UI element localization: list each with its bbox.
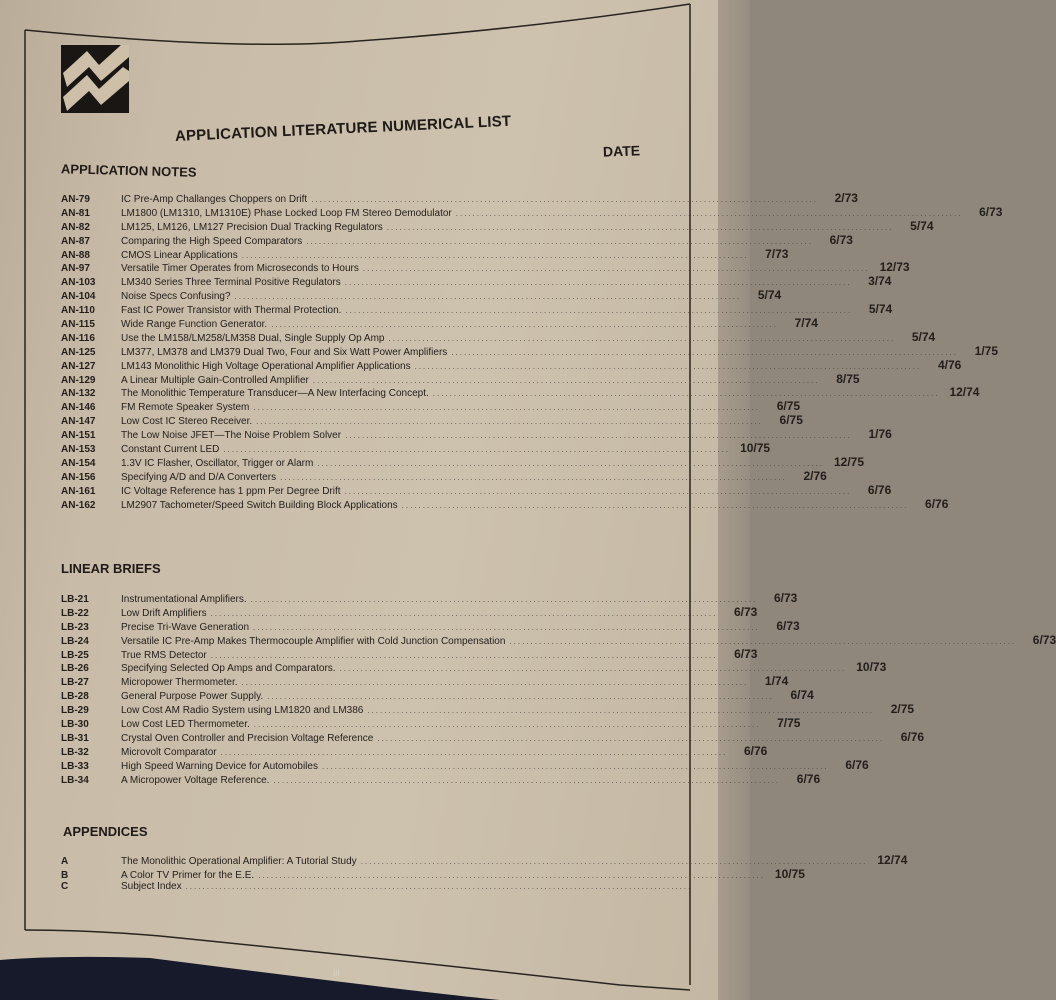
leader-dots: ........................................................................................................................ [344, 278, 852, 288]
list-item [61, 880, 693, 895]
item-title: The Monolithic Temperature Transducer—A New Interfacing Concept. [121, 388, 429, 400]
item-date: 6/73 [733, 604, 758, 619]
item-date: 10/73 [856, 660, 887, 675]
section-heading-linear-briefs: LINEAR BRIEFS [61, 561, 161, 576]
item-title: Micropower Thermometer. [121, 677, 238, 689]
item-date: 5/74 [757, 288, 782, 303]
leader-dots: ........................................................................................................................ [223, 445, 731, 455]
list-item [61, 191, 858, 205]
leader-dots: ........................................................................................................................ [321, 761, 829, 771]
item-date: 7/75 [777, 716, 801, 731]
item-date: 12/73 [879, 260, 910, 275]
item-id: AN-127 [61, 360, 96, 372]
item-title: IC Pre-Amp Challanges Choppers on Drift [121, 194, 308, 205]
leader-dots: ........................................................................................................................ [317, 458, 825, 468]
leader-dots: ........................................................................................................................ [362, 264, 870, 274]
linear-briefs-list [61, 591, 1056, 786]
item-title: The Monolithic Operational Amplifier: A Tutorial Study [121, 856, 357, 867]
item-date: 12/75 [833, 454, 865, 469]
leader-dots: ........................................................................................................................ [185, 881, 693, 891]
list-item [61, 454, 865, 469]
leader-dots: ........................................................................................................................ [273, 775, 781, 785]
item-title: General Purpose Power Supply. [121, 691, 264, 703]
item-id: AN-156 [61, 471, 96, 483]
item-date: 6/76 [867, 482, 892, 497]
item-id: AN-82 [61, 221, 90, 233]
item-title: LM340 Series Three Terminal Positive Regulators [121, 277, 341, 289]
list-item [61, 274, 892, 289]
item-id: LB-27 [61, 677, 89, 689]
item-id: B [61, 869, 69, 881]
item-date: 2/75 [890, 702, 915, 717]
item-title: Comparing the High Speed Comparators [121, 235, 303, 247]
leader-dots: ........................................................................................................................ [388, 333, 896, 343]
application-notes-list [61, 191, 1003, 511]
item-date: 10/75 [774, 866, 805, 881]
item-date: 1/76 [868, 427, 892, 442]
leader-dots: ........................................................................................................................ [386, 222, 894, 232]
leader-dots: ........................................................................................................................ [234, 292, 742, 302]
item-id: LB-23 [61, 621, 89, 633]
item-id: AN-146 [61, 402, 96, 414]
leader-dots: ........................................................................................................................ [377, 733, 885, 743]
item-id: AN-97 [61, 263, 90, 275]
page-number: iii [333, 968, 340, 979]
item-date: 6/75 [779, 413, 803, 428]
date-column-header: DATE [602, 142, 641, 160]
item-title: Specifying A/D and D/A Converters [121, 471, 277, 483]
list-item [61, 702, 915, 717]
item-date: 5/74 [910, 218, 934, 233]
leader-dots: ........................................................................................................................ [267, 692, 774, 702]
item-id: LB-34 [61, 774, 89, 786]
item-id: LB-25 [61, 649, 89, 661]
item-id: C [61, 880, 69, 892]
item-date: 2/73 [834, 191, 858, 205]
item-title: CMOS Linear Applications [121, 249, 238, 261]
leader-dots: ........................................................................................................................ [253, 622, 760, 632]
leader-dots: ........................................................................................................................ [414, 361, 922, 371]
leader-dots: ........................................................................................................................ [509, 636, 1017, 646]
list-item [61, 399, 801, 414]
leader-dots: ........................................................................................................................ [451, 347, 958, 357]
leader-dots: ........................................................................................................................ [312, 375, 820, 385]
item-id: AN-81 [61, 207, 90, 219]
list-item [61, 357, 962, 372]
item-date: 6/73 [1032, 632, 1056, 647]
leader-dots: ........................................................................................................................ [253, 720, 761, 730]
leader-dots: ........................................................................................................................ [339, 664, 847, 674]
item-date: 6/75 [776, 399, 801, 414]
item-id: AN-79 [61, 194, 90, 205]
item-title: Subject Index [121, 880, 182, 892]
item-title: Precise Tri-Wave Generation [121, 621, 250, 633]
item-id: AN-132 [61, 388, 96, 400]
item-date: 1/75 [974, 343, 998, 358]
item-title: LM125, LM126, LM127 Precision Dual Tracking Regulators [121, 221, 383, 233]
item-title: Versatile IC Pre-Amp Makes Thermocouple Amplifier with Cold Junction Compensation [121, 635, 506, 647]
list-item [61, 716, 801, 731]
leader-dots: ........................................................................................................................ [210, 650, 718, 660]
leader-dots: ........................................................................................................................ [241, 678, 749, 688]
list-item [61, 204, 1003, 219]
item-id: AN-87 [61, 235, 90, 247]
item-id: AN-151 [61, 430, 96, 442]
item-title: A Micropower Voltage Reference. [121, 774, 270, 786]
page-title: APPLICATION LITERATURE NUMERICAL LIST [174, 112, 512, 145]
item-id: AN-147 [61, 416, 96, 428]
item-date: 6/73 [829, 232, 853, 247]
item-title: Crystal Oven Controller and Precision Voltage Reference [121, 732, 374, 744]
item-date: 6/73 [773, 591, 798, 605]
list-item [61, 288, 782, 303]
item-id: A [61, 856, 69, 867]
item-title: Microvolt Comparator [121, 746, 217, 758]
item-title: Low Cost AM Radio System using LM1820 and LM386 [121, 705, 364, 717]
item-title: Low Drift Amplifiers [121, 607, 207, 619]
item-title: LM377, LM378 and LM379 Dual Two, Four and Six Watt Power Amplifiers [121, 346, 448, 358]
item-date: 8/75 [836, 371, 860, 386]
item-id: AN-110 [61, 305, 95, 317]
item-date: 6/73 [776, 618, 800, 633]
leader-dots: ........................................................................................................................ [367, 706, 875, 716]
list-item [61, 218, 934, 233]
item-id: LB-29 [61, 705, 89, 717]
item-title: IC Voltage Reference has 1 ppm Per Degree Drift [121, 485, 341, 497]
leader-dots: ........................................................................................................................ [253, 403, 761, 413]
list-item [61, 246, 789, 261]
item-date: 6/76 [743, 743, 768, 758]
item-title: 1.3V IC Flasher, Oscillator, Trigger or Alarm [121, 457, 314, 469]
list-item [61, 743, 768, 758]
leader-dots: ........................................................................................................................ [271, 320, 778, 330]
list-item [61, 757, 869, 772]
list-item [61, 646, 758, 661]
item-date: 3/74 [868, 274, 892, 289]
leader-dots: ........................................................................................................................ [258, 870, 765, 880]
item-date: 5/74 [868, 302, 893, 317]
item-id: LB-26 [61, 663, 89, 675]
list-item [61, 260, 910, 275]
list-item [61, 674, 789, 689]
item-id: LB-31 [61, 732, 89, 744]
list-item [61, 302, 893, 317]
item-date: 6/76 [845, 757, 869, 772]
item-title: Instrumentational Amplifiers. [121, 594, 247, 605]
logo-wave-icon [61, 45, 129, 113]
item-date: 10/75 [740, 441, 771, 456]
item-id: LB-21 [61, 594, 89, 605]
leader-dots: ........................................................................................................................ [256, 417, 763, 427]
list-item [61, 496, 949, 511]
item-id: AN-104 [61, 291, 96, 303]
list-item [61, 729, 925, 744]
item-id: AN-125 [61, 346, 96, 358]
item-date: 6/76 [925, 496, 949, 511]
item-title: True RMS Detector [121, 649, 207, 661]
list-item [61, 591, 798, 605]
section-heading-appendices: APPENDICES [63, 824, 148, 839]
item-id: LB-33 [61, 760, 89, 772]
item-title: The Low Noise JFET—The Noise Problem Solver [121, 430, 342, 442]
leader-dots: ........................................................................................................................ [344, 486, 852, 496]
company-logo [61, 45, 129, 113]
item-date: 1/74 [764, 674, 789, 689]
list-item [61, 688, 814, 703]
leader-dots: ........................................................................................................................ [345, 306, 853, 316]
item-title: LM143 Monolithic High Voltage Operational Amplifier Applications [121, 360, 411, 372]
item-id: AN-154 [61, 457, 96, 469]
list-item [61, 618, 800, 633]
leader-dots: ........................................................................................................................ [360, 857, 868, 866]
item-title: LM1800 (LM1310, LM1310E) Phase Locked Loop FM Stereo Demodulator [121, 207, 452, 219]
leader-dots: ........................................................................................................................ [210, 608, 718, 618]
list-item [61, 853, 908, 867]
list-item [61, 427, 892, 442]
item-id: AN-153 [61, 444, 96, 456]
list-item [61, 660, 887, 675]
item-id: LB-24 [61, 635, 89, 647]
list-item [61, 771, 821, 786]
item-id: AN-161 [61, 485, 96, 497]
item-date: 7/74 [794, 316, 818, 331]
leader-dots: ........................................................................................................................ [241, 250, 749, 260]
item-id: LB-30 [61, 719, 89, 731]
item-id: AN-129 [61, 374, 96, 386]
item-id: AN-116 [61, 332, 95, 344]
item-date: 4/76 [937, 357, 962, 372]
appendices-list [61, 853, 908, 895]
leader-dots: ........................................................................................................................ [306, 236, 813, 246]
item-id: AN-103 [61, 277, 96, 289]
list-item [61, 343, 998, 358]
list-item [61, 232, 853, 247]
leader-dots: ........................................................................................................................ [220, 747, 728, 757]
list-item [61, 329, 936, 344]
item-date: 7/73 [765, 246, 789, 261]
item-date: 6/76 [796, 771, 821, 786]
item-date: 12/74 [949, 385, 980, 400]
leader-dots: ........................................................................................................................ [432, 389, 940, 399]
leader-dots: ........................................................................................................................ [401, 500, 909, 510]
leader-dots: ........................................................................................................................ [311, 195, 818, 204]
item-title: A Color TV Primer for the E.E. [121, 869, 255, 881]
item-date: 2/76 [803, 468, 827, 483]
item-date: 6/74 [790, 688, 814, 703]
item-title: Low Cost LED Thermometer. [121, 719, 250, 731]
item-title: Noise Specs Confusing? [121, 291, 231, 303]
leader-dots: ........................................................................................................................ [345, 431, 852, 441]
item-title: FM Remote Speaker System [121, 402, 250, 414]
item-id: AN-88 [61, 249, 90, 261]
item-id: LB-22 [61, 607, 89, 619]
list-item [61, 371, 860, 386]
item-title: Wide Range Function Generator. [121, 319, 268, 331]
list-item [61, 441, 771, 456]
item-title: Use the LM158/LM258/LM358 Dual, Single Supply Op Amp [121, 332, 385, 344]
item-title: Low Cost IC Stereo Receiver. [121, 416, 253, 428]
item-date: 5/74 [911, 329, 936, 344]
item-title: A Linear Multiple Gain-Controlled Amplifier [121, 374, 309, 386]
section-heading-application-notes: APPLICATION NOTES [60, 161, 197, 180]
list-item [61, 604, 758, 619]
leader-dots: ........................................................................................................................ [455, 208, 963, 218]
item-id: AN-162 [61, 499, 96, 511]
item-title: High Speed Warning Device for Automobiles [121, 760, 318, 772]
list-item [61, 468, 827, 483]
item-date: 6/76 [900, 729, 925, 744]
leader-dots: ........................................................................................................................ [280, 472, 787, 482]
list-item [61, 866, 805, 881]
item-id: LB-28 [61, 691, 89, 703]
item-title: LM2907 Tachometer/Speed Switch Building Block Applications [121, 499, 398, 511]
item-date: 6/73 [734, 646, 758, 661]
list-item [61, 482, 892, 497]
item-date: 12/74 [877, 853, 908, 867]
item-title: Versatile Timer Operates from Microseconds to Hours [121, 263, 359, 275]
list-item [61, 316, 818, 331]
leader-dots: ........................................................................................................................ [250, 595, 758, 604]
item-id: LB-32 [61, 746, 89, 758]
item-id: AN-115 [61, 319, 95, 331]
item-title: Specifying Selected Op Amps and Comparators. [121, 663, 336, 675]
item-date: 6/73 [979, 204, 1003, 219]
list-item [61, 413, 803, 428]
list-item [61, 632, 1056, 647]
list-item [61, 385, 980, 400]
item-title: Fast IC Power Transistor with Thermal Protection. [121, 305, 342, 317]
item-title: Constant Current LED [121, 444, 220, 456]
